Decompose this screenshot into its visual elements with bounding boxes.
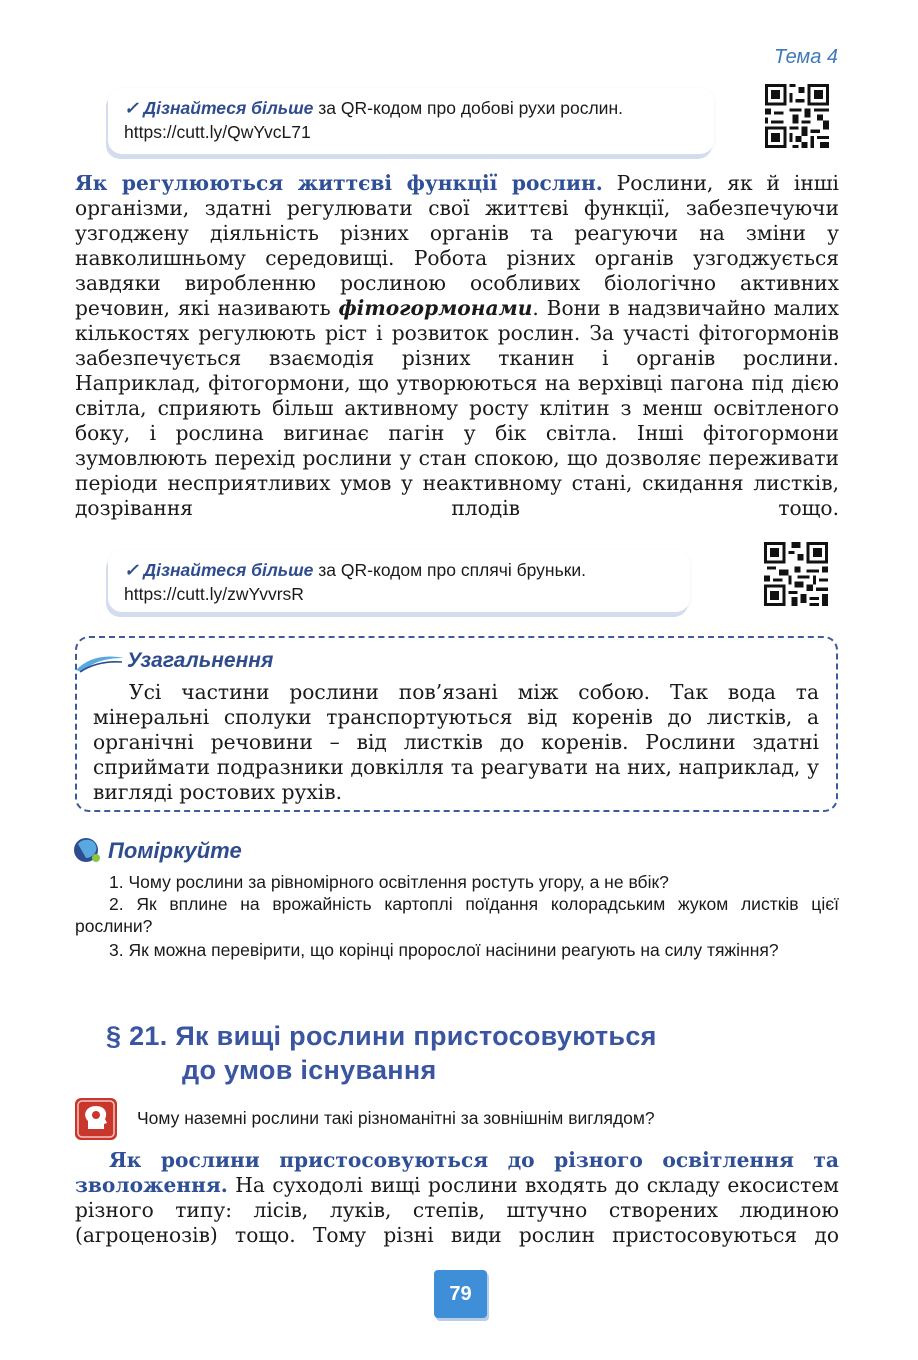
theme-label: Тема 4 [774,46,838,68]
section-title-line-2: до умов існування [182,1055,437,1085]
lead-question: Чому наземні рослини такі різноманітні за зовнішнім виглядом? [137,1108,655,1128]
paragraph-adaptation [75,1148,839,1248]
question-item: 1. Чому рослини за рівномірного освітлення ростуть угору, а не вбік? [109,872,669,892]
learn-more-box-2 [108,550,690,612]
check-icon: ✓ [124,560,139,580]
paragraph-text: Рослини, як й інші організми, здатні регулювати свої життєві функції, забезпечуючи узгоджену діяльність різних органів та реагуючи на зміни у навколишньому середовищі. Робота різних органів узгоджується завдяки виробленню рослиною особливих біологічно активних речовин, які називають [75,171,840,320]
page-number: 79 [434,1270,487,1318]
qr-code-icon[interactable] [764,542,828,606]
learn-more-link[interactable]: https://cutt.ly/zwYvvrsR [124,584,304,604]
learn-more-link[interactable]: https://cutt.ly/QwYvcL71 [124,122,311,142]
learn-more-text: за QR-кодом про добові рухи рослин. [313,98,623,118]
paragraph-lead: Як рослини пристосовуються до різного освітлення та зволоження. [75,1148,839,1197]
think-title: Поміркуйте [108,838,242,863]
summary-text: Усі частини рослини пов’язані між собою. Так вода та мінеральні сполуки транспортуються від коренів до листків, а органічні речовини – від листків до коренів. Рослини здатні сприймати подразники довкілля та реагувати на них, наприклад, у вигляді ростових рухів. [93,680,819,804]
paragraph-text-continued: . Вони в надзвичайно малих кількостях регулюють ріст і розвиток рослин. За участі фітогормонів забезпечується взаємодія різних тканин і органів рослини. Наприклад, фітогормони, що утворюються на верхівці пагона під дією світла, сприяють більш активному росту клітин з менш освітленого боку, і рослина вигинає пагін у бік світла. Інші фітогормони зумовлюють перехід рослини у стан спокою, що дозволяє переживати періоди несприятливих умов у неактивному стані, скидання листків, дозрівання плодів тощо. [75,296,840,520]
swoosh-icon [74,652,126,674]
paragraph-phytohormones [75,171,839,521]
section-title [106,1019,657,1087]
learn-more-heading: Дізнайтеся більше [143,560,314,580]
summary-title: Узагальнення [127,649,274,672]
section-title-line-1: § 21. Як вищі рослини пристосовуються [106,1021,657,1051]
paragraph-text: На суходолі вищі рослини входять до складу екосистем різного типу: лісів, луків, степів, штучно створених людиною (агроценозів) тощо. Тому різні види рослин пристосовуються до [75,1173,839,1247]
paragraph-lead: Як регулюються життєві функції рослин. [75,171,603,195]
term-phytohormones: фітогормонами [338,296,533,320]
qr-code-icon[interactable] [765,84,829,148]
check-icon: ✓ [124,98,139,118]
question-head-icon [74,1097,118,1141]
learn-more-text: за QR-кодом про сплячі бруньки. [313,560,586,580]
question-item: 2. Як вплине на врожайність картоплі поїдання колорадським жуком листків цієї рослини? [75,894,839,936]
learn-more-heading: Дізнайтеся більше [143,98,314,118]
thinking-head-icon [72,836,102,864]
question-item: 3. Як можна перевірити, що корінці пророслої насінини реагують на силу тяжіння? [109,940,779,960]
learn-more-box-1 [108,88,714,154]
